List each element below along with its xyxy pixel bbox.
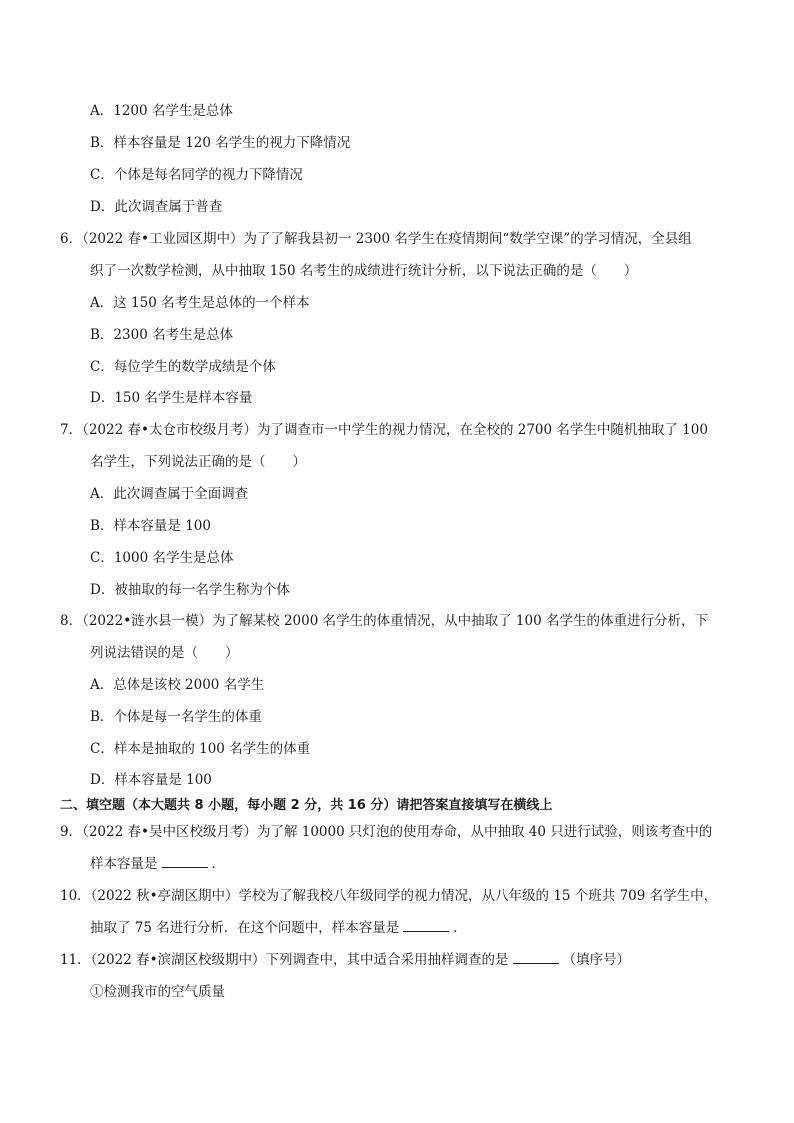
q5-option-b: B．样本容量是 120 名学生的视力下降情况 — [90, 135, 351, 151]
q8-option-d: D．样本容量是 100 — [90, 772, 212, 788]
q7-option-a: A．此次调查属于全面调查 — [90, 486, 249, 502]
q5-option-a: A．1200 名学生是总体 — [90, 103, 233, 119]
q5-option-d: D．此次调查属于普查 — [90, 199, 223, 215]
q9-stem-line2 — [90, 855, 225, 873]
q11-stem-line1 — [60, 951, 630, 969]
q7-option-d: D．被抽取的每一名学生称为个体 — [90, 582, 290, 598]
q8-stem-line2: 列说法错误的是（ ） — [90, 645, 239, 661]
q6-stem-line2: 织了一次数学检测，从中抽取 150 名考生的成绩进行统计分析，以下说法正确的是（ ） — [90, 263, 638, 279]
q8-stem-line1: 8．（2022•涟水县一模）为了解某校 2000 名学生的体重情况，从中抽取了 100 名学生的体重进行分析，下 — [60, 613, 708, 629]
q7-stem-line1: 7．（2022 春•太仓市校级月考）为了调查市一中学生的视力情况，在全校的 2700 名学生中随机抽取了 100 — [60, 422, 708, 438]
q7-option-c: C．1000 名学生是总体 — [90, 550, 234, 566]
q9-text-before-blank: 样本容量是 — [90, 856, 158, 872]
section-heading-fill-blank: 二、填空题（本大题共 8 小题，每小题 2 分，共 16 分）请把答案直接填写在横线上 — [60, 798, 553, 813]
q6-stem-line1: 6．（2022 春•工业园区期中）为了了解我县初一 2300 名学生在疫情期间“数学空课”的学习情况，全县组 — [60, 231, 692, 247]
q9-stem-line1: 9．（2022 春•吴中区校级月考）为了解 10000 只灯泡的使用寿命，从中抽取 40 只进行试验，则该考查中的 — [60, 824, 713, 840]
q10-stem-line1: 10．（2022 秋•亭湖区期中）学校为了解我校八年级同学的视力情况，从八年级的 15 个班共 709 名学生中， — [60, 888, 718, 904]
q6-option-a: A．这 150 名考生是总体的一个样本 — [90, 295, 310, 311]
q11-item-1: ①检测我市的空气质量 — [90, 984, 225, 1000]
q11-text-before-blank: 11．（2022 春•滨湖区校级期中）下列调查中，其中适合采用抽样调查的是 — [60, 952, 509, 968]
q11-answer-blank[interactable] — [513, 951, 559, 964]
q10-stem-line2 — [90, 919, 467, 937]
q8-option-a: A．总体是该校 2000 名学生 — [90, 677, 265, 693]
q10-text-before-blank: 抽取了 75 名进行分析．在这个问题中，样本容量是 — [90, 920, 400, 936]
q6-option-d: D．150 名学生是样本容量 — [90, 390, 253, 406]
q6-option-b: B．2300 名考生是总体 — [90, 327, 234, 343]
q11-text-after-blank: （填序号） — [562, 952, 631, 968]
q8-option-b: B．个体是每一名学生的体重 — [90, 709, 262, 725]
q7-option-b: B．样本容量是 100 — [90, 518, 211, 534]
q5-option-c: C．个体是每名同学的视力下降情况 — [90, 167, 303, 183]
q10-answer-blank[interactable] — [403, 919, 449, 932]
q10-text-after-blank: ． — [453, 920, 467, 936]
q7-stem-line2: 名学生，下列说法正确的是（ ） — [90, 454, 306, 470]
q9-answer-blank[interactable] — [162, 855, 208, 868]
q8-option-c: C．样本是抽取的 100 名学生的体重 — [90, 741, 311, 757]
q6-option-c: C．每位学生的数学成绩是个体 — [90, 359, 276, 375]
q9-text-after-blank: ． — [211, 856, 225, 872]
